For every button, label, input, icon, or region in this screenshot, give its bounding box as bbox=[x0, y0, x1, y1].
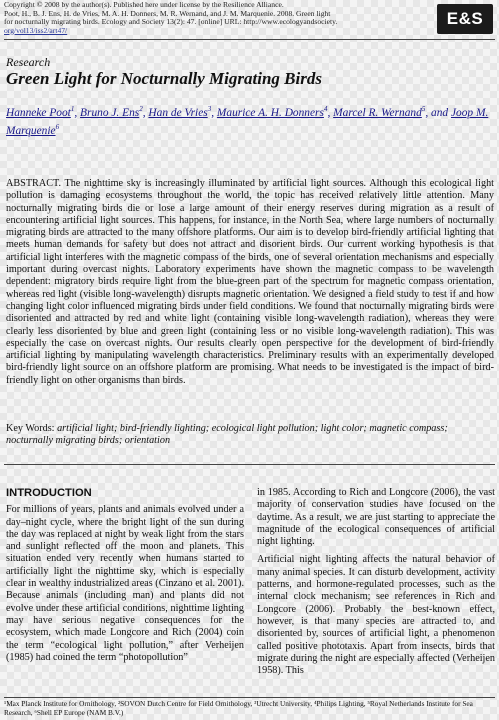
footnote-divider bbox=[4, 697, 495, 698]
body-paragraph: For millions of years, plants and animals evolved under a day–night cycle, where the bright light of the sun during the day was replaced at night by weak light from the stars and sunlight reflected off the moon and planets. This situation ended very recently when humans started to artificially light the nighttime sky, which is especially clear in wealthy industrialized areas (Cinzano et al. 2001). Because animals (including man) and plants did not evolve under these artificial conditions, nighttime lighting may have serious negative consequences for the ecosystem, which made Longcore and Rich (2004) coin the term “ecological light pollution,” after Verheijen (1985) had coined the term “photopollution” bbox=[6, 504, 244, 663]
copyright-notice bbox=[4, 1, 424, 35]
article-title: Green Light for Nocturnally Migrating Birds bbox=[6, 69, 322, 88]
copyright-line: Copyright © 2008 by the author(s). Published here under license by the Resilience Alliance. bbox=[4, 0, 284, 9]
journal-logo bbox=[437, 4, 493, 34]
affiliations-footnote: ¹Max Planck Institute for Ornithology, ²SOVON Dutch Centre for Field Ornithology, ³Utrecht University, ⁴Philips Lighting, ⁵Royal Netherlands Institute for Sea Research, ⁶Shell EP Europe (NAM B.V.) bbox=[4, 699, 473, 717]
author-affiliation-mark: 2 bbox=[139, 105, 143, 113]
body-paragraph: Artificial night lighting affects the natural behavior of many animal species. It can disturb development, activity patterns, and hormone-regulated processes, such as the internal clock mechanism; see references in Rich and Longcore (2006). Probably the best-known effect, however, is that many species are attracted to, and disoriented by, sources of artificial light, a phenomenon called positive phototaxis. Apart from insects, birds that migrate during the night are especially affected (Verheijen 1958). This bbox=[257, 554, 495, 677]
author-affiliation-mark: 5 bbox=[421, 105, 426, 113]
abstract: ABSTRACT. The nighttime sky is increasingly illuminated by artificial light sources. Although this ecological light pollution is damaging ecosystems throughout the world, the topic has received relatively little attention. Many nocturnally migrating birds die or lose a large amount of their energy reserves during migration as a result of encountering artificial light sources. This happens, for instance, in the North Sea, where large numbers of nocturnally migrating birds are attracted to the many offshore platforms. Our aim is to develop bird-friendly artificial lighting that meets human demands for safety but does not attract and disorient birds. Our current working hypothesis is that artificial light interferes with the magnetic compass of the birds, one of several orientation mechanisms and especially important during overcast nights. Laboratory experiments have shown the magnetic compass to be wavelength dependent: migratory birds require light from the blue-green part of the spectrum for magnetic compass orientation, whereas red light (visible long-wavelength) disrupts magnetic orientation. We designed a field study to test if and how changing light color influenced migrating birds under field conditions. We found that nocturnally migrating birds were disoriented and attracted by red and white light (containing visible long-wavelength radiation), whereas they were clearly less disoriented by blue and green light (containing less or no visible long-wavelength radiation). This was especially the case on overcast nights. Our results clearly open perspective for the development of bird-friendly artificial lighting by manipulating wavelength characteristics. Preliminary results with an experimentally developed bird-friendly light source on an offshore platform are promising. What needs to be investigated is the impact of bird-friendly light on other organisms than birds. bbox=[6, 178, 494, 386]
author-link[interactable]: Hanneke Poot bbox=[6, 106, 71, 119]
citation-line: Poot, H., B. J. Ens, H. de Vries, M. A. H. Donners, M. R. Wernand, and J. M. Marquenie. 2008. Green light bbox=[4, 8, 331, 18]
author-affiliation-mark: 1 bbox=[70, 105, 75, 113]
section-label: Research bbox=[6, 55, 51, 69]
introduction-heading: INTRODUCTION bbox=[6, 487, 92, 499]
author-link[interactable]: Marcel R. Wernand bbox=[333, 106, 422, 119]
body-paragraph: in 1985. According to Rich and Longcore (2006), the vast majority of conservation studies have focused on the daytime. As a result, we are just starting to appreciate the magnitude of the ecological consequences of artificial night lighting. bbox=[257, 487, 495, 548]
citation-line: for nocturnally migrating birds. Ecology and Society 13(2): 47. [online] URL: http://www.ecologyandsociety. bbox=[4, 17, 338, 27]
header-divider bbox=[4, 39, 495, 40]
author-link[interactable]: Joop M. Marquenie bbox=[6, 106, 489, 137]
right-column bbox=[257, 487, 495, 683]
keywords bbox=[6, 423, 494, 448]
keywords-label: Key Words: bbox=[6, 423, 55, 434]
abstract-divider bbox=[4, 464, 495, 465]
author-affiliation-mark: 3 bbox=[207, 105, 212, 113]
author-link[interactable]: Han de Vries bbox=[148, 106, 208, 119]
article-url-link[interactable]: org/vol13/iss2/art47/ bbox=[4, 25, 68, 35]
author-link[interactable]: Maurice A. H. Donners bbox=[216, 106, 324, 119]
author-list: Hanneke Poot$^1$, Bruno J. Ens$^2$, Han de Vries$^3$, Maurice A. H. Donners$^4$, Marcel R. Wernand$^5$, and Joop M. Marquenie$^6$ bbox=[6, 105, 489, 137]
journal-logo-text: E&S bbox=[446, 9, 484, 28]
keywords-list: artificial light; bird-friendly lighting; ecological light pollution; light color; magnetic compass; nocturnally migrating birds; orientation bbox=[6, 423, 448, 447]
left-column bbox=[6, 487, 244, 670]
citation-url-line[interactable] bbox=[4, 27, 424, 36]
author-affiliation-mark: 6 bbox=[55, 122, 60, 131]
author-link[interactable]: Bruno J. Ens bbox=[80, 106, 140, 119]
author-affiliation-mark: 4 bbox=[323, 105, 328, 113]
